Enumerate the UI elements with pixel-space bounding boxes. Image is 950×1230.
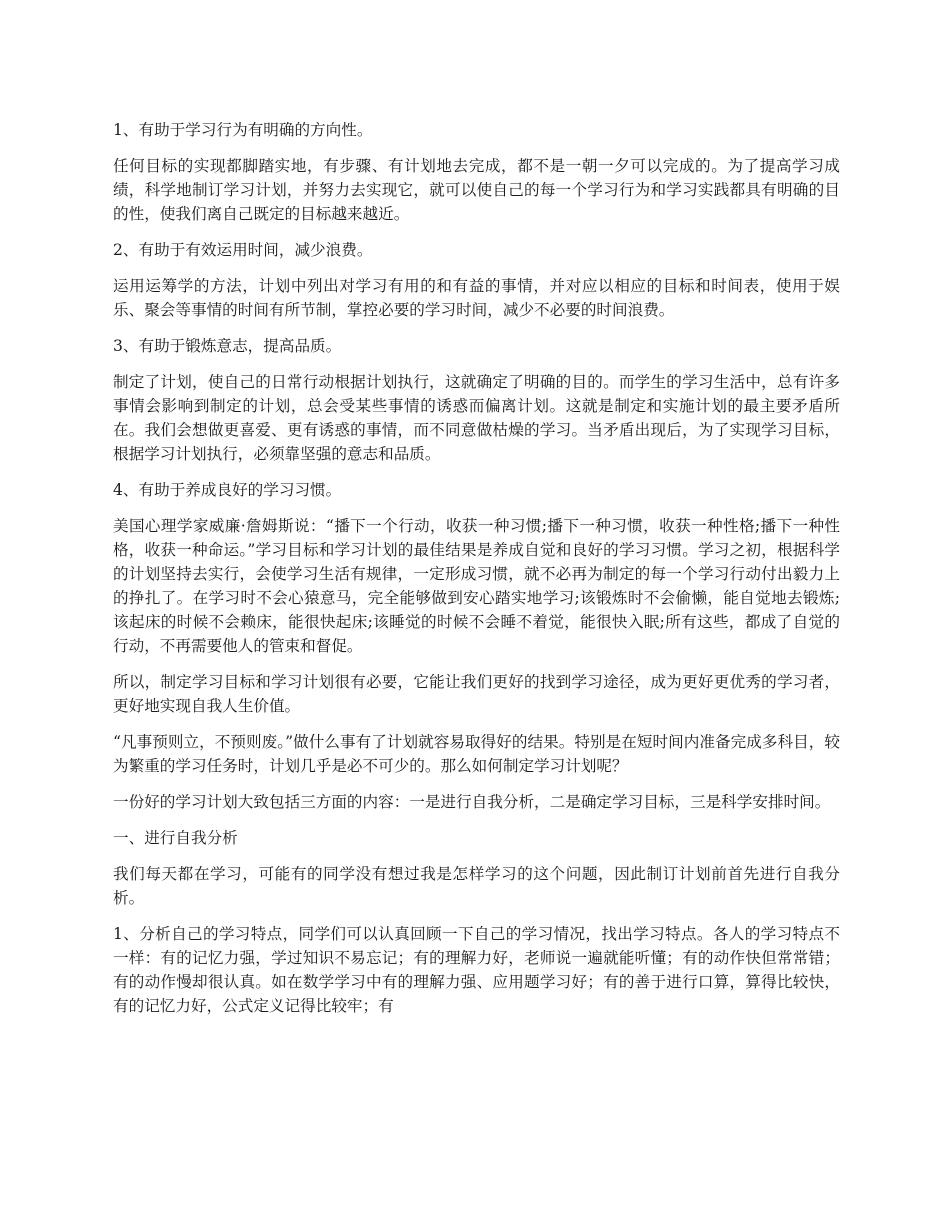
document-body [113, 118, 840, 1030]
paragraph-learning-traits: 1、分析自己的学习特点，同学们可以认真回顾一下自己的学习情况，找出学习特点。各人的学习特点不一样：有的记忆力强，学过知识不易忘记；有的理解力好，老师说一遍就能听懂；有的动作快但常常错；有的动作慢却很认真。如在数学学习中有的理解力强、应用题学习好；有的善于进行口算，算得比较快，有的记忆力好，公式定义记得比较牢；有 [113, 925, 840, 1015]
paragraph-operations-research: 运用运筹学的方法，计划中列出对学习有用的和有益的事情，并对应以相应的目标和时间表，使用于娱乐、聚会等事情的时间有所节制，掌控必要的学习时间，减少不必要的时间浪费。 [113, 277, 840, 319]
heading-benefit-willpower: 3、有助于锻炼意志，提高品质。 [113, 337, 342, 355]
paragraph-habits: 美国心理学家威廉·詹姆斯说：“播下一个行动，收获一种习惯;播下一种习惯，收获一种性格;播下一种性格，收获一种命运。”学习目标和学习计划的最佳结果是养成自觉和良好的学习习惯。学习之初，根据科学的计划坚持去实行，会使学习生活有规律，一定形成习惯，就不必再为制定的每一个学习行动付出毅力上的挣扎了。在学习时不会心猿意马，完全能够做到安心踏实地学习;该锻炼时不会偷懒，能自觉地去锻炼;该起床的时候不会赖床，能很快起床;该睡觉的时候不会睡不着觉，能很快入眠;所有这些，都成了自觉的行动，不再需要他人的管束和督促。 [113, 517, 840, 655]
paragraph-plan-contents: 一份好的学习计划大致包括三方面的内容：一是进行自我分析，二是确定学习目标，三是科学安排时间。 [113, 793, 831, 811]
heading-benefit-habits: 4、有助于养成良好的学习习惯。 [113, 481, 342, 499]
heading-benefit-direction: 1、有助于学习行为有明确的方向性。 [113, 121, 373, 139]
paragraph-willpower: 制定了计划，使自己的日常行动根据计划执行，这就确定了明确的目的。而学生的学习生活中，总有许多事情会影响到制定的计划，总会受某些事情的诱惑而偏离计划。这就是制定和实施计划的最主要矛盾所在。我们会想做更喜爱、更有诱惑的事情，而不同意做枯燥的学习。当矛盾出现后，为了实现学习目标，根据学习计划执行，必须靠坚强的意志和品质。 [113, 373, 840, 463]
paragraph-goal-realization: 任何目标的实现都脚踏实地，有步骤、有计划地去完成，都不是一朝一夕可以完成的。为了提高学习成绩，科学地制订学习计划，并努力去实现它，就可以使自己的每一个学习行为和学习实践都具有明确的目的性，使我们离自己既定的目标越来越近。 [113, 157, 840, 223]
paragraph-self-analysis-intro: 我们每天都在学习，可能有的同学没有想过我是怎样学习的这个问题，因此制订计划前首先进行自我分析。 [113, 865, 840, 907]
heading-self-analysis: 一、进行自我分析 [113, 829, 238, 847]
paragraph-proverb: “凡事预则立，不预则废。”做什么事有了计划就容易取得好的结果。特别是在短时间内准备完成多科目，较为繁重的学习任务时，计划几乎是必不可少的。那么如何制定学习计划呢？ [113, 733, 840, 775]
heading-benefit-time: 2、有助于有效运用时间，减少浪费。 [113, 241, 373, 259]
paragraph-conclusion: 所以，制定学习目标和学习计划很有必要，它能让我们更好的找到学习途径，成为更好更优秀的学习者，更好地实现自我人生价值。 [113, 673, 840, 715]
